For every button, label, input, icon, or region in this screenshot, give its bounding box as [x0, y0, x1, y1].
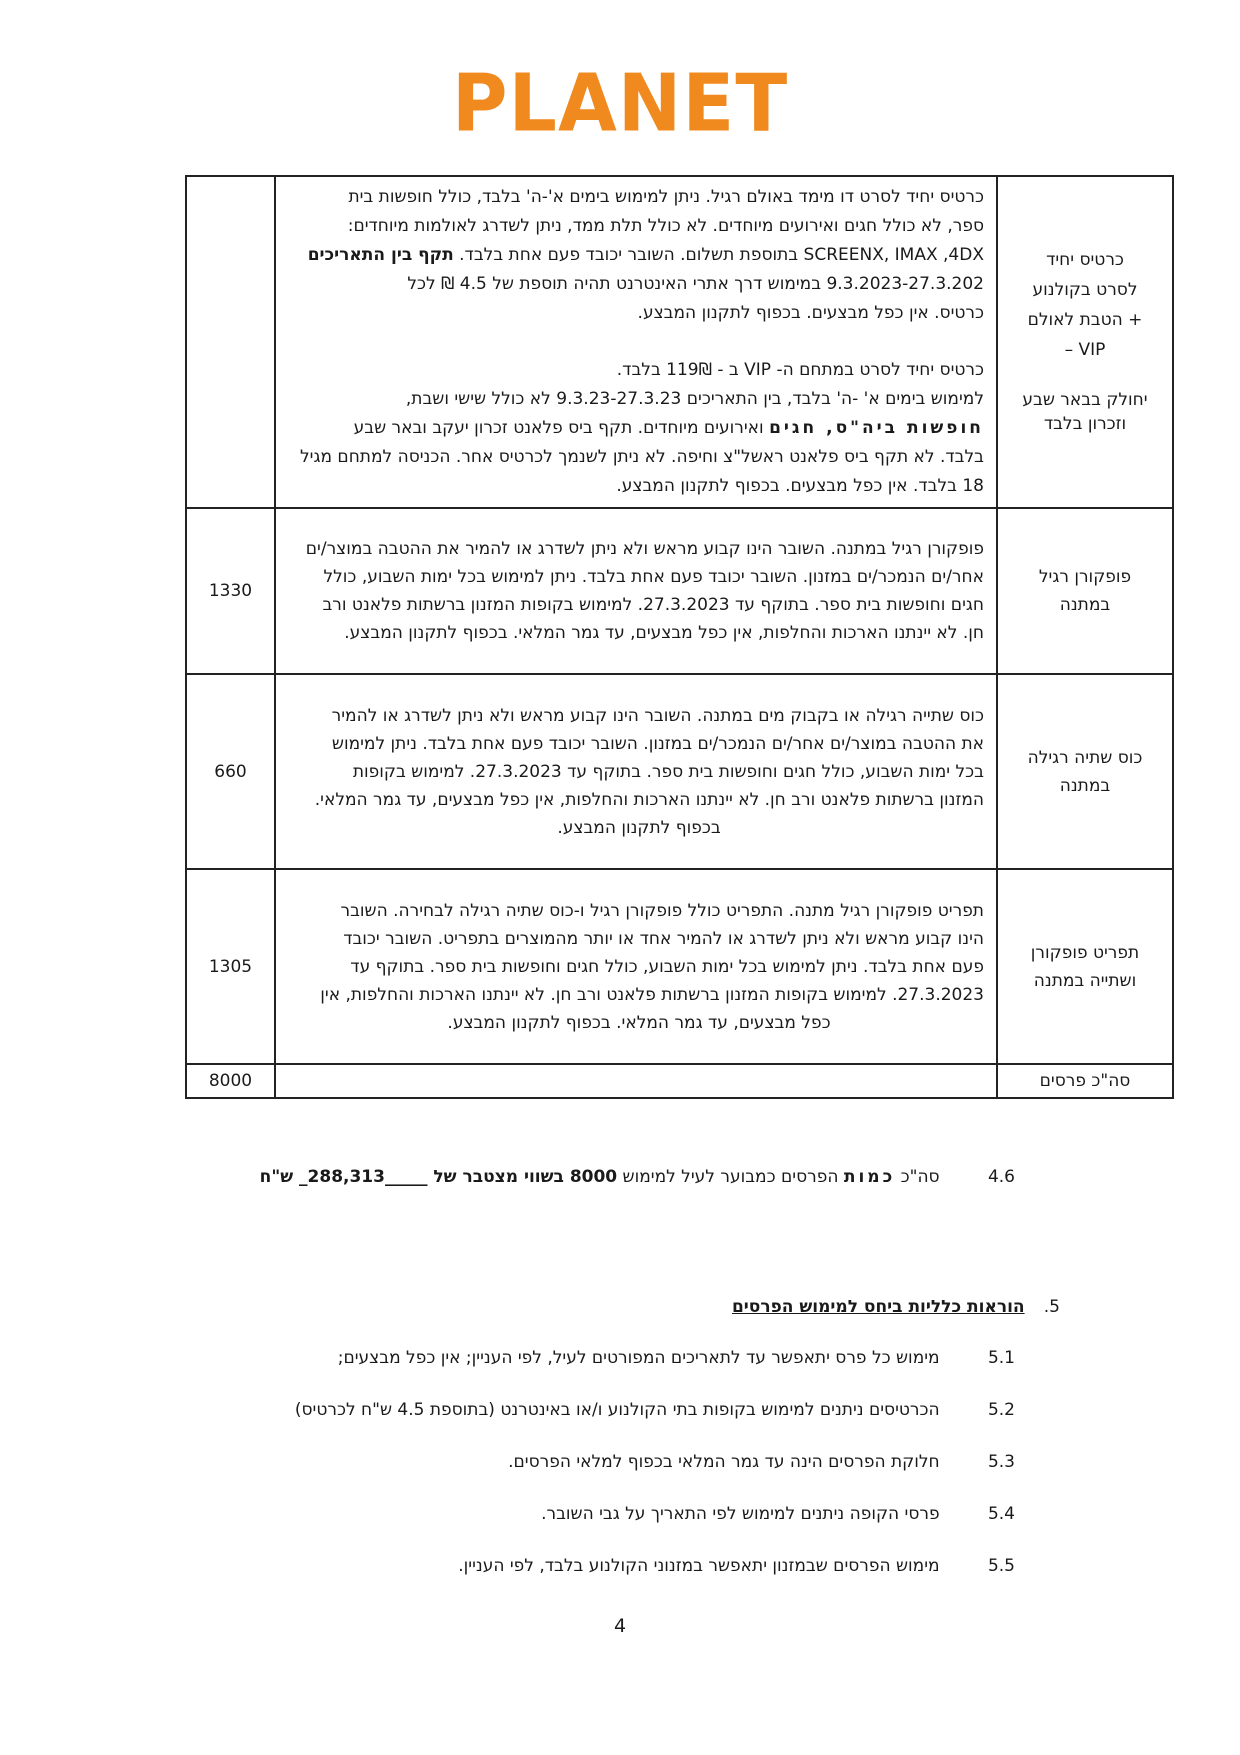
summary-4-6 [185, 1167, 1015, 1187]
prize-description-cell [275, 869, 997, 1064]
prize-name-line: תפריט פופקורן [1030, 942, 1140, 963]
description-line: חגים וחופשות בית ספר. בתוקף עד 27.3.2023. למימוש בקופות המזנון ברשתות פלאנט ורב [322, 595, 984, 615]
clause-text: הכרטיסים ניתנים למימוש בקופות בתי הקולנוע ו/או באינטרנט (בתוספת 4.5 ש"ח לכרטיס) [294, 1400, 940, 1420]
clause-number: 5.2 [987, 1400, 1015, 1420]
section-title: הוראות כלליות ביחס למימוש הפרסים [731, 1297, 1025, 1317]
clause-number: 5.1 [987, 1348, 1015, 1368]
logo-text: PLANET [451, 55, 789, 150]
prize-quantity-cell: 1330 [186, 508, 275, 674]
prize-name-cell [997, 176, 1173, 508]
clause-number: 4.6 [987, 1167, 1015, 1187]
description-line: חופשות ביה"ס, חגים ואירועים מיוחדים. תקף ביס פלאנט זכרון יעקב ובאר שבע [353, 418, 984, 438]
summary-text-c: הפרסים כמבוער לעיל למימוש [622, 1167, 839, 1187]
description-line: SCREENX, IMAX ,4DX בתוספת תשלום. השובר יכובד פעם אחת בלבד. תקף בין התאריכים [307, 245, 984, 265]
prize-quantity-cell: 660 [186, 674, 275, 869]
table-total-row [186, 1064, 1173, 1098]
table-row [186, 508, 1173, 674]
prize-name-cell [997, 674, 1173, 869]
prize-name-line: יחולק בבאר שבע [1022, 390, 1148, 410]
prize-name-cell [997, 869, 1173, 1064]
section-number: 5. [1043, 1297, 1060, 1317]
description-line: כוס שתייה רגילה או בקבוק מים במתנה. השובר הינו קבוע מראש ולא ניתן לשדרג או להמיר [331, 705, 984, 726]
list-item [185, 1452, 1015, 1478]
description-line: כרטיס. אין כפל מבצעים. בכפוף לתקנון המבצע. [637, 303, 984, 323]
description-line: אחר/ים הנמכר/ים במזנון. השובר יכובד פעם אחת בלבד. ניתן למימוש בכל ימות השבוע, כולל [323, 567, 984, 587]
summary-text-d: 8000 בשווי מצטבר של _____288,313_ ש"ח [259, 1167, 618, 1187]
description-line: בכפוף לתקנון המבצע. [557, 817, 721, 838]
prize-name-line: VIP – [1064, 340, 1106, 360]
prize-quantity-cell [186, 176, 275, 508]
description-line: 9.3.2023-27.3.202 במימוש דרך אתרי האינטרנט תהיה תוספת של 4.5 ₪ לכל [407, 274, 984, 294]
prize-quantity-cell: 1305 [186, 869, 275, 1064]
prize-name-line: במתנה [1059, 595, 1111, 615]
description-line: בכל ימות השבוע, כולל חגים וחופשות בית ספר. בתוקף עד 27.3.2023. למימוש בקופות [352, 761, 984, 782]
list-item [185, 1504, 1015, 1530]
total-quantity-cell: 8000 [186, 1064, 275, 1098]
total-label-cell: סה"כ פרסים [997, 1064, 1173, 1098]
prize-description-cell [275, 508, 997, 674]
description-line: כפל מבצעים, עד גמר המלאי. בכפוף לתקנון המבצע. [447, 1012, 831, 1033]
prize-description-cell [275, 176, 997, 508]
prize-name-line: ושתייה במתנה [1033, 970, 1137, 991]
description-line: כרטיס יחיד לסרט דו מימד באולם רגיל. ניתן למימוש בימים א'-ה' בלבד, כולל חופשות בית [348, 187, 984, 207]
description-line: המזנון ברשתות פלאנט ורב חן. לא יינתנו הארכות והחלפות, אין כפל מבצעים, עד גמר המלאי. [314, 789, 984, 810]
summary-text-b: כמות [843, 1167, 896, 1187]
description-line: פעם אחת בלבד. ניתן למימוש בכל ימות השבוע, כולל חגים וחופשות בית ספר. בתוקף עד [350, 956, 984, 977]
total-empty-cell [275, 1064, 997, 1098]
description-line: בלבד. לא תקף ביס פלאנט ראשל"צ וחיפה. לא ניתן לשנמך לכרטיס אחר. הכניסה למתחם מגיל [300, 447, 984, 467]
prize-name-cell [997, 508, 1173, 674]
clause-text: מימוש הפרסים שבמזנון יתאפשר במזנוני הקולנוע בלבד, לפי העניין. [458, 1556, 940, 1576]
section-5-heading [185, 1297, 1060, 1317]
list-item [185, 1400, 1015, 1426]
description-line: כרטיס יחיד לסרט במתחם ה- VIP ב - 119₪ בלבד. [616, 360, 984, 380]
description-line: ספר, לא כולל חגים ואירועים מיוחדים. לא כולל תלת ממד, ניתן לשדרג לאולמות מיוחדים: [347, 216, 984, 236]
description-line: תפריט פופקורן רגיל מתנה. התפריט כולל פופקורן רגיל ו-כוס שתיה רגילה לבחירה. השובר [340, 900, 984, 921]
list-item [185, 1348, 1015, 1374]
clause-number: 5.3 [987, 1452, 1015, 1472]
prize-name-line: כרטיס יחיד [1046, 250, 1124, 270]
holidays-label: חופשות ביה"ס, חגים [769, 418, 984, 438]
prize-name-line: במתנה [1059, 775, 1111, 796]
description-line: חן. לא יינתנו הארכות והחלפות, אין כפל מבצעים, עד גמר המלאי. בכפוף לתקנון המבצע. [344, 623, 984, 643]
description-line: את ההטבה במוצר/ים אחר/ים הנמכר/ים במזנון. השובר יכובד פעם אחת בלבד. ניתן למימוש [331, 733, 984, 754]
description-line: הינו קבוע מראש ולא ניתן לשדרג או להמיר אחד או יותר מהמוצרים בתפריט. השובר יכובד [343, 928, 984, 949]
summary-text-a: סה"כ [900, 1167, 940, 1187]
prize-description-cell [275, 674, 997, 869]
section-5-list [185, 1348, 1015, 1608]
prize-name-line: פופקורן רגיל [1038, 567, 1132, 587]
prize-name-line: + הטבת לאולם [1027, 310, 1143, 330]
prize-name-line: כוס שתיה רגילה [1027, 747, 1143, 768]
clause-text: פרסי הקופה ניתנים למימוש לפי התאריך על גבי השובר. [541, 1504, 940, 1524]
table-row [186, 176, 1173, 508]
planet-logo [0, 55, 1240, 150]
prizes-table [185, 175, 1174, 1099]
table-row [186, 674, 1173, 869]
clause-number: 5.5 [987, 1556, 1015, 1576]
clause-number: 5.4 [987, 1504, 1015, 1524]
prize-name-line: לסרט בקולנוע [1032, 280, 1138, 300]
description-line: 27.3.2023. למימוש בקופות המזנון ברשתות פלאנט ורב חן. לא יינתנו הארכות והחלפות, אין [320, 984, 984, 1005]
clause-text: מימוש כל פרס יתאפשר עד לתאריכים המפורטים לעיל, לפי העניין; אין כפל מבצעים; [337, 1348, 940, 1368]
clause-text: חלוקת הפרסים הינה עד גמר המלאי בכפוף למלאי הפרסים. [508, 1452, 940, 1472]
description-line: 18 בלבד. אין כפל מבצעים. בכפוף לתקנון המבצע. [616, 476, 984, 496]
page-number: 4 [613, 1615, 627, 1637]
prize-name-line: וזכרון בלבד [1043, 414, 1127, 434]
description-line: למימוש בימים א' -ה' בלבד, בין התאריכים 9.3.23-27.3.23 לא כולל שישי ושבת, [405, 389, 984, 409]
table-row [186, 869, 1173, 1064]
spacer [294, 328, 984, 356]
description-line: פופקורן רגיל במתנה. השובר הינו קבוע מראש ולא ניתן לשדרג או להמיר את ההטבה במוצר/ים [305, 539, 984, 559]
list-item [185, 1556, 1015, 1582]
valid-dates-label: תקף בין התאריכים [307, 245, 454, 265]
